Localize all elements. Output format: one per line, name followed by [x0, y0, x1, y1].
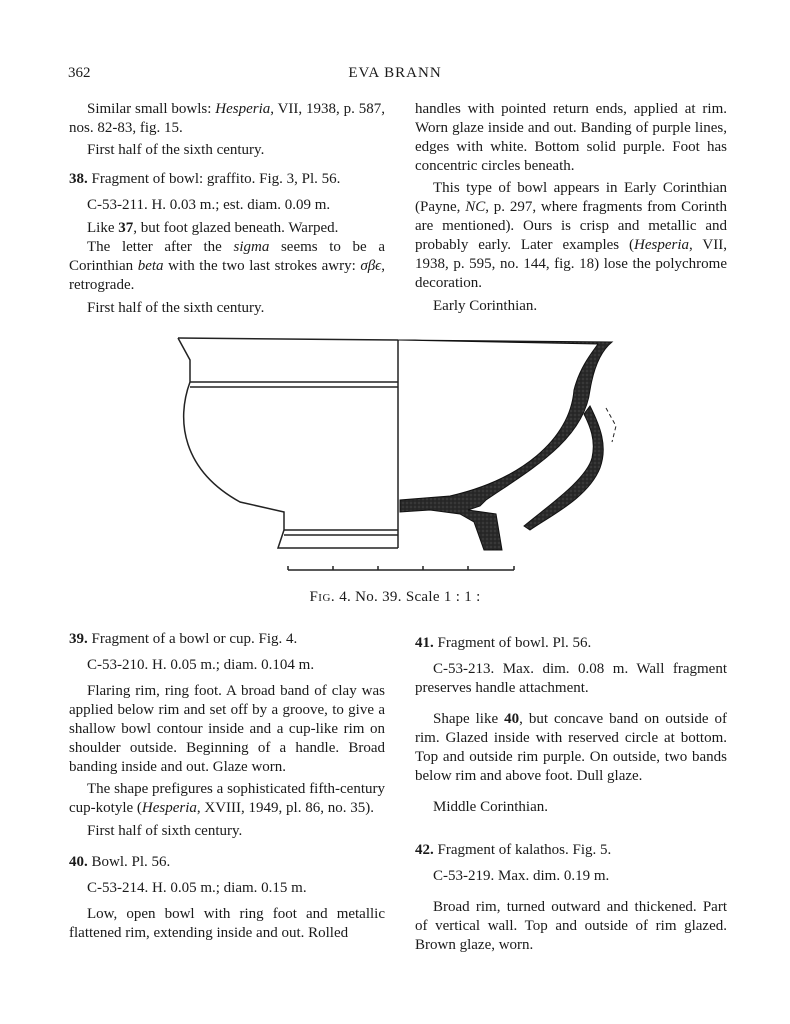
entry-37-continuation: handles with pointed return ends, applied at rim. Worn glaze inside and out. Banding of purple lines, edges with white. Bottom solid purple. Foot has concentric circles beneath.: [415, 101, 727, 174]
entry-40-description: Low, open bowl with ring foot and metallic flattened rim, extending inside and out. Rolled: [69, 906, 385, 941]
entry-42-heading: 42. Fragment of kalathos. Fig. 5.: [415, 842, 612, 858]
right-column-bottom: [415, 634, 727, 955]
entry-41-heading: 41. Fragment of bowl. Pl. 56.: [415, 635, 592, 651]
bowl-exterior-outline: [178, 338, 398, 548]
entry-41-date: Middle Corinthian.: [433, 799, 548, 815]
entry-39-heading: 39. Fragment of a bowl or cup. Fig. 4.: [69, 631, 298, 647]
entry-40-heading: 40. Bowl. Pl. 56.: [69, 854, 171, 870]
bowl-type-paragraph: This type of bowl appears in Early Corinthian (Payne, NC, p. 297, where fragments from Corinth are mentioned). Ours is crisp and metallic and probably early. Later examples (Hesperia, VII, 1938, p. 595, no. 144, fig. 18) lose the polychrome decoration.: [415, 180, 727, 291]
right-column-top: [415, 100, 727, 316]
similar-bowls-paragraph: Similar small bowls: Hesperia, VII, 1938, p. 587, nos. 82-83, fig. 15.: [69, 101, 385, 136]
handle-restoration-dashed: [606, 408, 616, 442]
entry-41-shape: Shape like 40, but concave band on outside of rim. Glazed inside with reserved circle at bottom. Top and outside rim purple. On outside, two bands below rim and above foot. Dull glaze.: [415, 711, 727, 784]
entry-38-letter: The letter after the sigma seems to be a Corinthian beta with the two last strokes awry: σβϵ, retrograde.: [69, 239, 386, 293]
scale-bar: [288, 566, 514, 570]
entry-38-heading: 38. Fragment of bowl: graffito. Fig. 3, Pl. 56.: [69, 171, 341, 187]
entry-38-inventory: C-53-211. H. 0.03 m.; est. diam. 0.09 m.: [87, 197, 331, 213]
entry-39-date: First half of sixth century.: [87, 823, 243, 839]
entry-41-inventory: C-53-213. Max. dim. 0.08 m. Wall fragment preserves handle attachment.: [415, 661, 727, 696]
figure-caption: Fig. 4. No. 39. Scale 1 : 1 :: [309, 589, 481, 605]
running-head-author: EVA BRANN: [348, 65, 442, 81]
entry-39-description: Flaring rim, ring foot. A broad band of clay was applied below rim and set off by a groove, to give a shallow bowl contour inside and a cup-like rim on shoulder outside. Beginning of a handle. Broad banding inside and out. Glaze worn.: [69, 683, 385, 775]
entry-39-inventory: C-53-210. H. 0.05 m.; diam. 0.104 m.: [87, 657, 315, 673]
bowl-section-profile: [398, 340, 616, 550]
left-column-bottom: [69, 630, 385, 943]
entry-37-date: Early Corinthian.: [433, 298, 538, 314]
entry-38-like: Like 37, but foot glazed beneath. Warped.: [87, 220, 339, 236]
page-number: 362: [68, 65, 91, 81]
figure-4-bowl-profile: [170, 330, 630, 580]
date-paragraph: First half of the sixth century.: [87, 142, 265, 158]
left-column-top: [69, 100, 385, 318]
entry-42-description: Broad rim, turned outward and thickened. Part of vertical wall. Top and outside of rim glazed. Brown glaze, worn.: [415, 899, 727, 953]
entry-42-inventory: C-53-219. Max. dim. 0.19 m.: [433, 868, 610, 884]
entry-39-shape: The shape prefigures a sophisticated fifth-century cup-kotyle (Hesperia, XVIII, 1949, pl. 86, no. 35).: [69, 781, 385, 816]
entry-40-inventory: C-53-214. H. 0.05 m.; diam. 0.15 m.: [87, 880, 307, 896]
entry-38-date: First half of the sixth century.: [87, 300, 265, 316]
